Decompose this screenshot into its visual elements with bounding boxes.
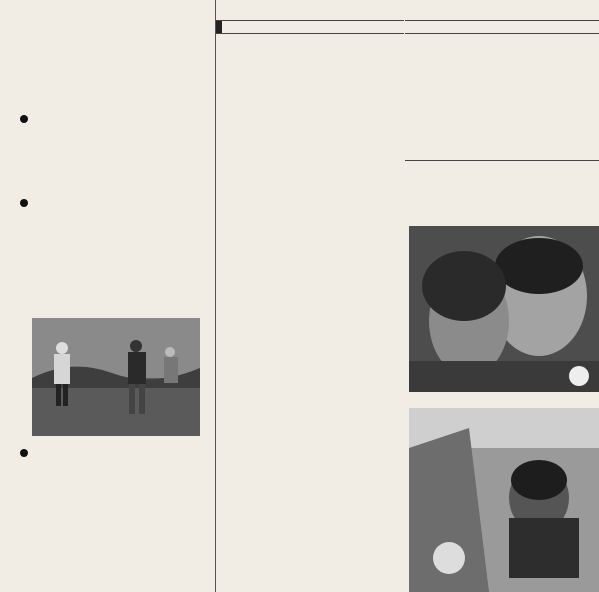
section-heading-tobacco bbox=[20, 112, 197, 126]
about-box bbox=[405, 160, 599, 172]
section-text-golf bbox=[0, 214, 205, 306]
bullet-icon bbox=[20, 449, 28, 457]
movie-still-photo-1 bbox=[409, 226, 599, 392]
films-header bbox=[216, 20, 404, 34]
left-column bbox=[0, 0, 205, 592]
section-text-tobacco bbox=[0, 130, 205, 190]
bullet-icon bbox=[20, 199, 28, 207]
books-column bbox=[405, 0, 599, 592]
section-heading-golf bbox=[20, 196, 197, 210]
golf-photo bbox=[32, 318, 200, 436]
movie-still-photo-2 bbox=[409, 408, 599, 592]
golf-photo-image bbox=[32, 318, 200, 436]
section-heading-other bbox=[20, 446, 32, 460]
section-text-other bbox=[0, 462, 205, 588]
books-header bbox=[405, 20, 599, 34]
intro-paragraph bbox=[0, 0, 205, 108]
books-header-text bbox=[585, 23, 599, 31]
movie-still-image-2 bbox=[409, 408, 599, 592]
films-header-tag bbox=[216, 21, 222, 33]
films-column bbox=[215, 0, 404, 592]
bullet-icon bbox=[20, 115, 28, 123]
movie-still-image-1 bbox=[409, 226, 599, 392]
about-title bbox=[405, 163, 599, 172]
